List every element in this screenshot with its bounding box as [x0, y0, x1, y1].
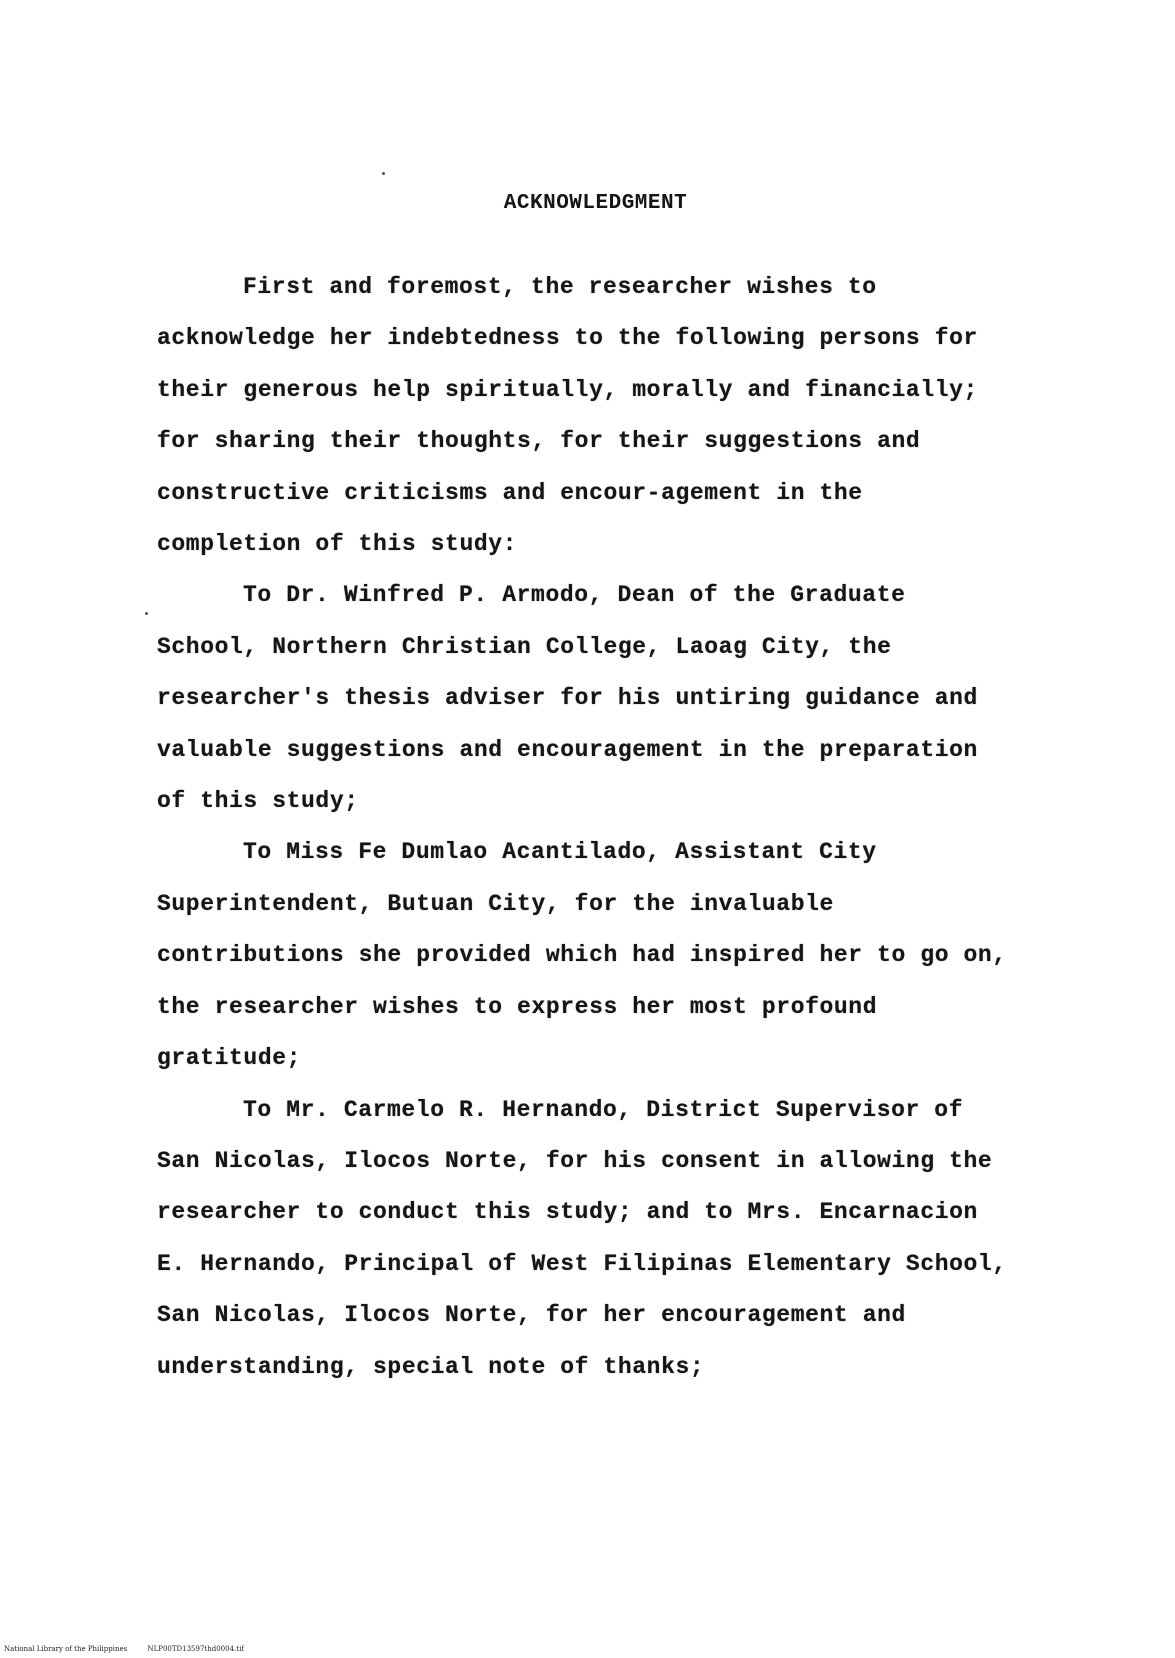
scan-speck — [382, 172, 385, 175]
scan-speck — [145, 612, 148, 615]
paragraph-hernando: To Mr. Carmelo R. Hernando, District Supervisor of San Nicolas, Ilocos Norte, for his consent in allowing the researcher to conduct this study; and to Mrs. Encarnacion E. Hernando, Principal of West Filipinas Elementary School, San Nicolas, Ilocos Norte, for her encouragement and understanding, special note of thanks; — [157, 1096, 1007, 1380]
paragraph-armodo: To Dr. Winfred P. Armodo, Dean of the Graduate School, Northern Christian College, Laoag City, the researcher's thesis adviser for his untiring guidance and valuable suggestions and encouragement in the preparation of this study; — [157, 582, 978, 815]
footer-filename: NLP00TD13597thd0004.tif — [147, 1645, 244, 1653]
document-body — [157, 262, 1017, 1393]
paragraph-intro: First and foremost, the researcher wishes to acknowledge her indebtedness to the following persons for their generous help spiritually, morally and financially; for sharing their thoughts, for their suggestions and constructive criticisms and encour-agement in the completion of this study: — [157, 274, 978, 558]
scan-footer — [4, 1645, 244, 1653]
footer-library: National Library of the Philippines — [4, 1645, 128, 1653]
page-title: ACKNOWLEDGMENT — [503, 192, 688, 215]
paragraph-acantilado: To Miss Fe Dumlao Acantilado, Assistant City Superintendent, Butuan City, for the invaluable contributions she provided which had inspired her to go on, the researcher wishes to express her most profound gratitude; — [157, 839, 1007, 1072]
